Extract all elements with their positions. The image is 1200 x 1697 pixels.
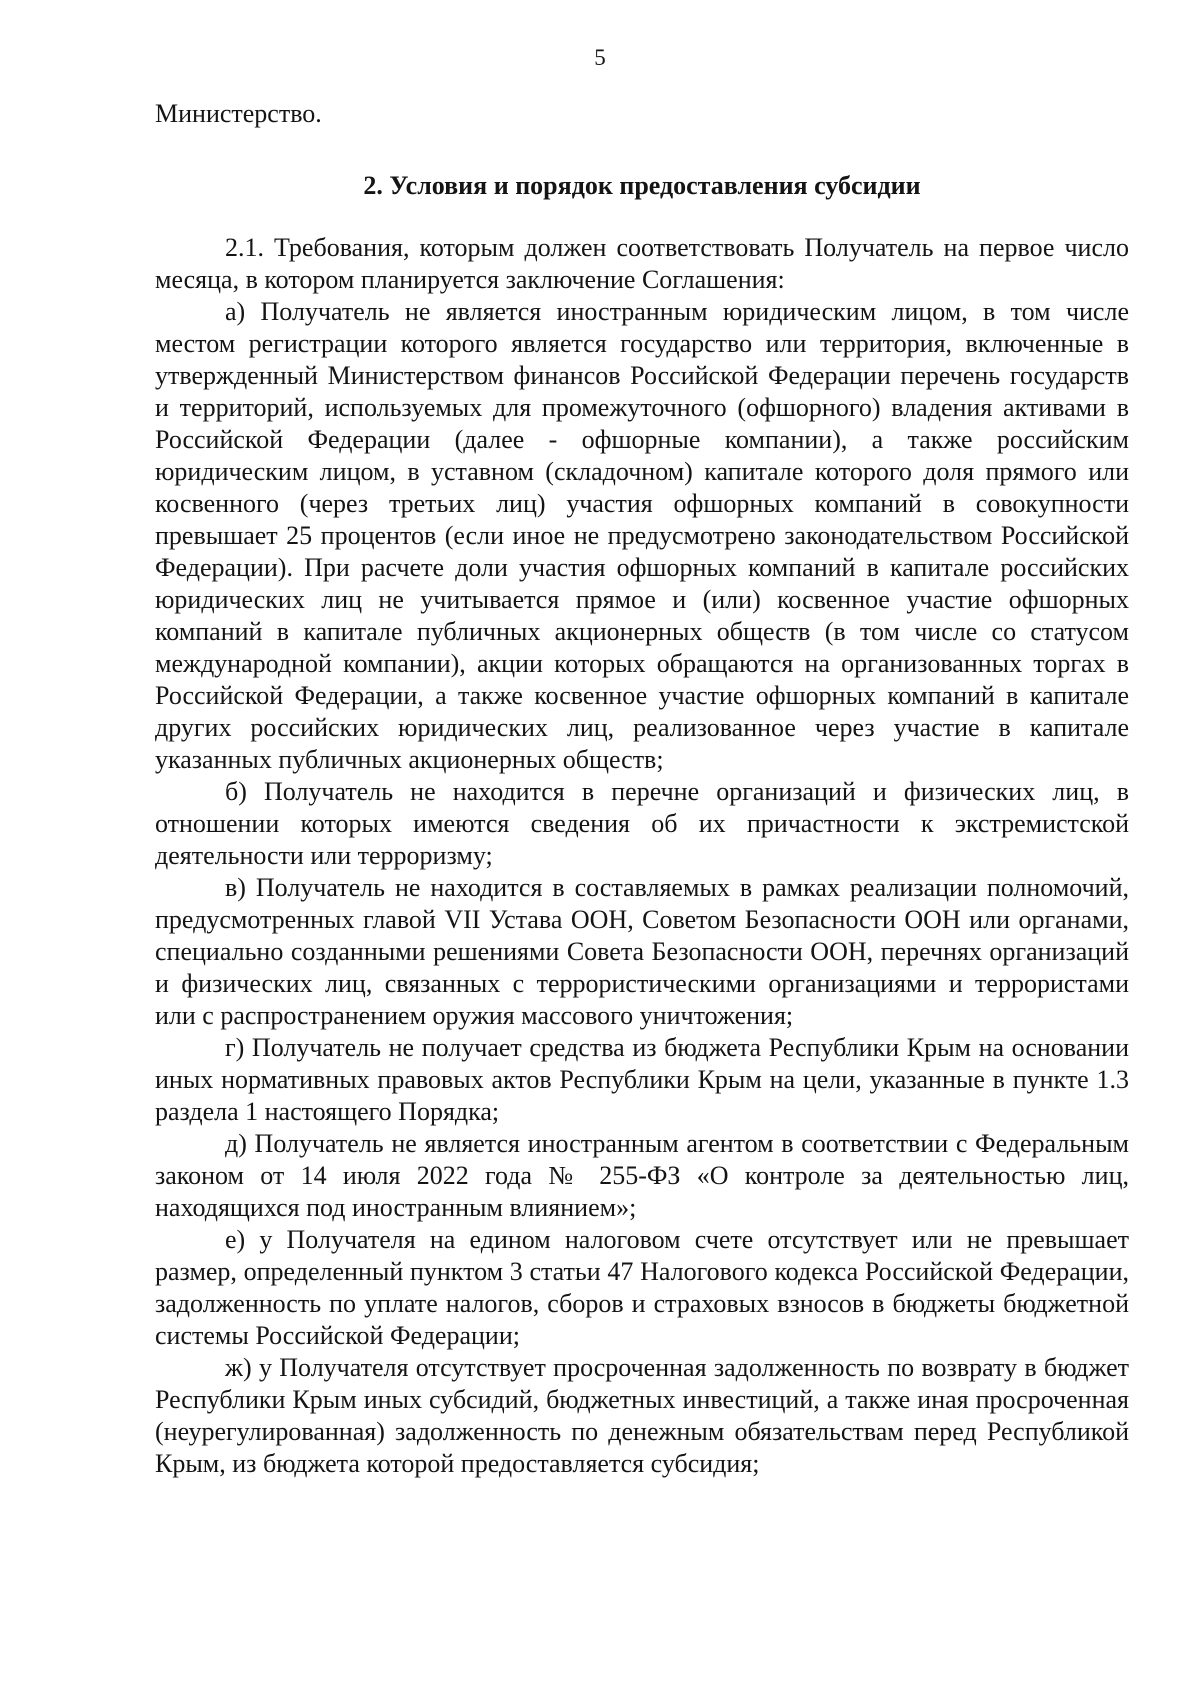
lead-line: Министерство. <box>155 99 322 128</box>
paragraph-g: г) Получатель не получает средства из бюджета Республики Крым на основании иных нормативных правовых актов Республики Крым на цели, указанные в пункте 1.3 раздела 1 настоящего Порядка; <box>155 1033 1129 1126</box>
paragraph-e: е) у Получателя на едином налоговом счете отсутствует или не превышает размер, определенный пунктом 3 статьи 47 Налогового кодекса Российской Федерации, задолженность по уплате налогов, сборов и страховых взносов в бюджеты бюджетной системы Российской Федерации; <box>155 1225 1129 1350</box>
paragraph-b: б) Получатель не находится в перечне организаций и физических лиц, в отношении которых имеются сведения об их причастности к экстремистской деятельности или терроризму; <box>155 777 1129 870</box>
page-number: 5 <box>594 45 606 70</box>
paragraph-d: д) Получатель не является иностранным агентом в соответствии с Федеральным законом от 14 июля 2022 года № 255-ФЗ «О контроле за деятельностью лиц, находящихся под иностранным влиянием»; <box>155 1129 1129 1222</box>
paragraph-2-1: 2.1. Требования, которым должен соответствовать Получатель на первое число месяца, в котором планируется заключение Соглашения: <box>155 233 1129 294</box>
paragraph-a: а) Получатель не является иностранным юридическим лицом, в том числе местом регистрации которого является государство или территория, включенные в утвержденный Министерством финансов Российской Федерации перечень государств и территорий, используемых для промежуточного (офшорного) владения активами в Российской Федерации (далее - офшорные компании), а также российским юридическим лицом, в уставном (складочном) капитале которого доля прямого или косвенного (через третьих лиц) участия офшорных компаний в совокупности превышает 25 процентов (если иное не предусмотрено законодательством Российской Федерации). При расчете доли участия офшорных компаний в капитале российских юридических лиц не учитывается прямое и (или) косвенное участие офшорных компаний в капитале публичных акционерных обществ (в том числе со статусом международной компании), акции которых обращаются на организованных торгах в Российской Федерации, а также косвенное участие офшорных компаний в капитале других российских юридических лиц, реализованное через участие в капитале указанных публичных акционерных обществ; <box>155 297 1129 774</box>
paragraph-v: в) Получатель не находится в составляемых в рамках реализации полномочий, предусмотренных главой VII Устава ООН, Советом Безопасности ООН или органами, специально созданными решениями Совета Безопасности ООН, перечнях организаций и физических лиц, связанных с террористическими организациями и террористами или с распространением оружия массового уничтожения; <box>155 873 1129 1030</box>
section-title: 2. Условия и порядок предоставления субсидии <box>363 171 921 200</box>
paragraph-zh: ж) у Получателя отсутствует просроченная задолженность по возврату в бюджет Республики Крым иных субсидий, бюджетных инвестиций, а также иная просроченная (неурегулированная) задолженность по денежным обязательствам перед Республикой Крым, из бюджета которой предоставляется субсидия; <box>155 1353 1129 1478</box>
document-body <box>155 98 1129 1480</box>
